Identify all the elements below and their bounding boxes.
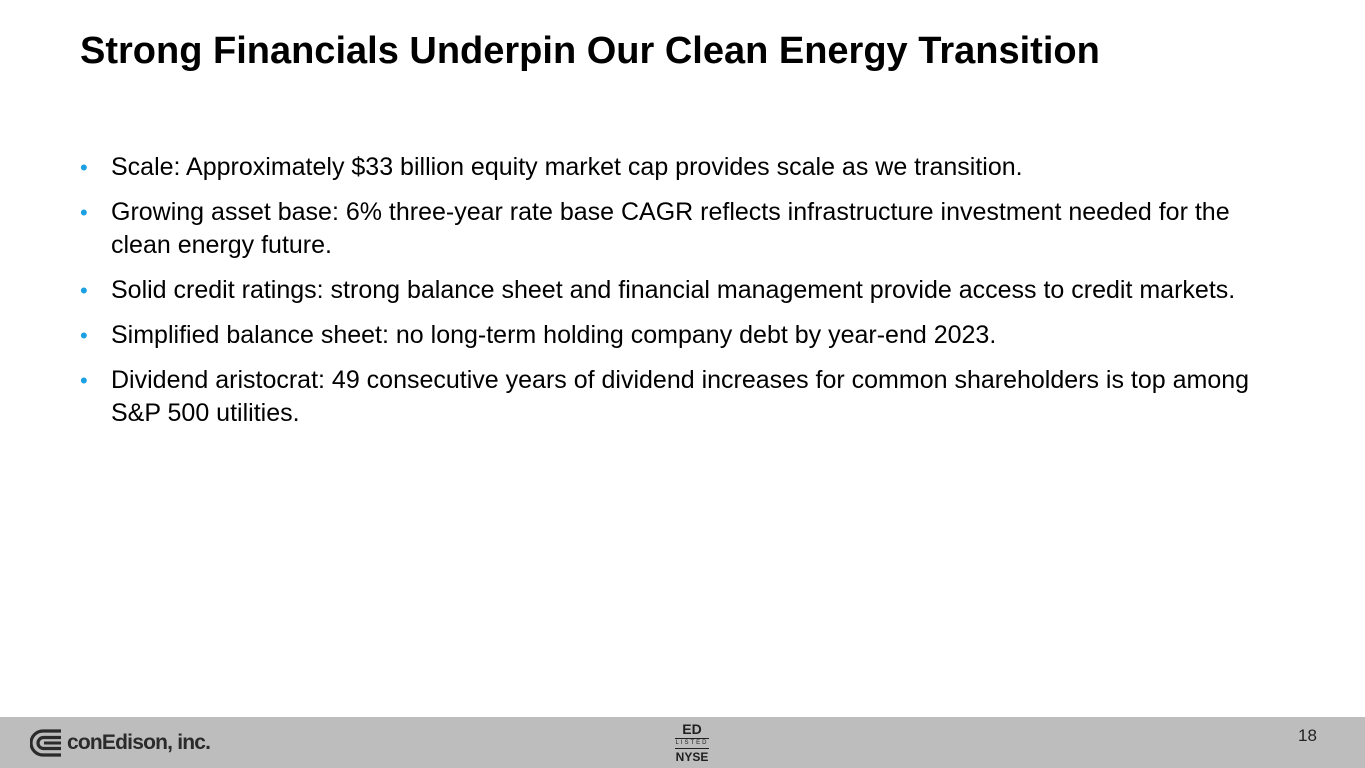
nyse-listed-label: LISTED xyxy=(675,738,709,749)
nyse-ticker: ED xyxy=(682,721,702,737)
bullet-text: Simplified balance sheet: no long-term holding company debt by year-end 2023. xyxy=(111,321,997,349)
slide-title: Strong Financials Underpin Our Clean Energy Transition xyxy=(80,30,1100,72)
bullet-text: Solid credit ratings: strong balance sheet and financial management provide access to credit markets. xyxy=(111,276,1236,304)
page-number: 18 xyxy=(1298,726,1317,745)
bullet-item xyxy=(80,274,1285,307)
bullet-marker: • xyxy=(80,200,88,225)
con-edison-c-logo-icon xyxy=(30,728,64,758)
bullet-item xyxy=(80,364,1285,430)
company-logo xyxy=(30,728,210,758)
bullet-text: Dividend aristocrat: 49 consecutive years of dividend increases for common shareholders is top among S&P 500 utilities. xyxy=(111,366,1250,427)
bullet-marker: • xyxy=(80,155,88,180)
bullet-list xyxy=(80,151,1285,442)
footer-bar xyxy=(0,717,1365,768)
company-logo-text: conEdison, inc. xyxy=(67,731,211,754)
bullet-text: Growing asset base: 6% three-year rate base CAGR reflects infrastructure investment needed for the clean energy future. xyxy=(111,198,1230,259)
bullet-marker: • xyxy=(80,278,88,303)
bullet-item xyxy=(80,151,1285,184)
nyse-listed-badge xyxy=(672,722,712,764)
bullet-marker: • xyxy=(80,323,88,348)
bullet-marker: • xyxy=(80,368,88,393)
nyse-exchange: NYSE xyxy=(675,750,709,764)
bullet-text: Scale: Approximately $33 billion equity market cap provides scale as we transition. xyxy=(111,153,1023,181)
bullet-item xyxy=(80,196,1285,262)
bullet-item xyxy=(80,319,1285,352)
